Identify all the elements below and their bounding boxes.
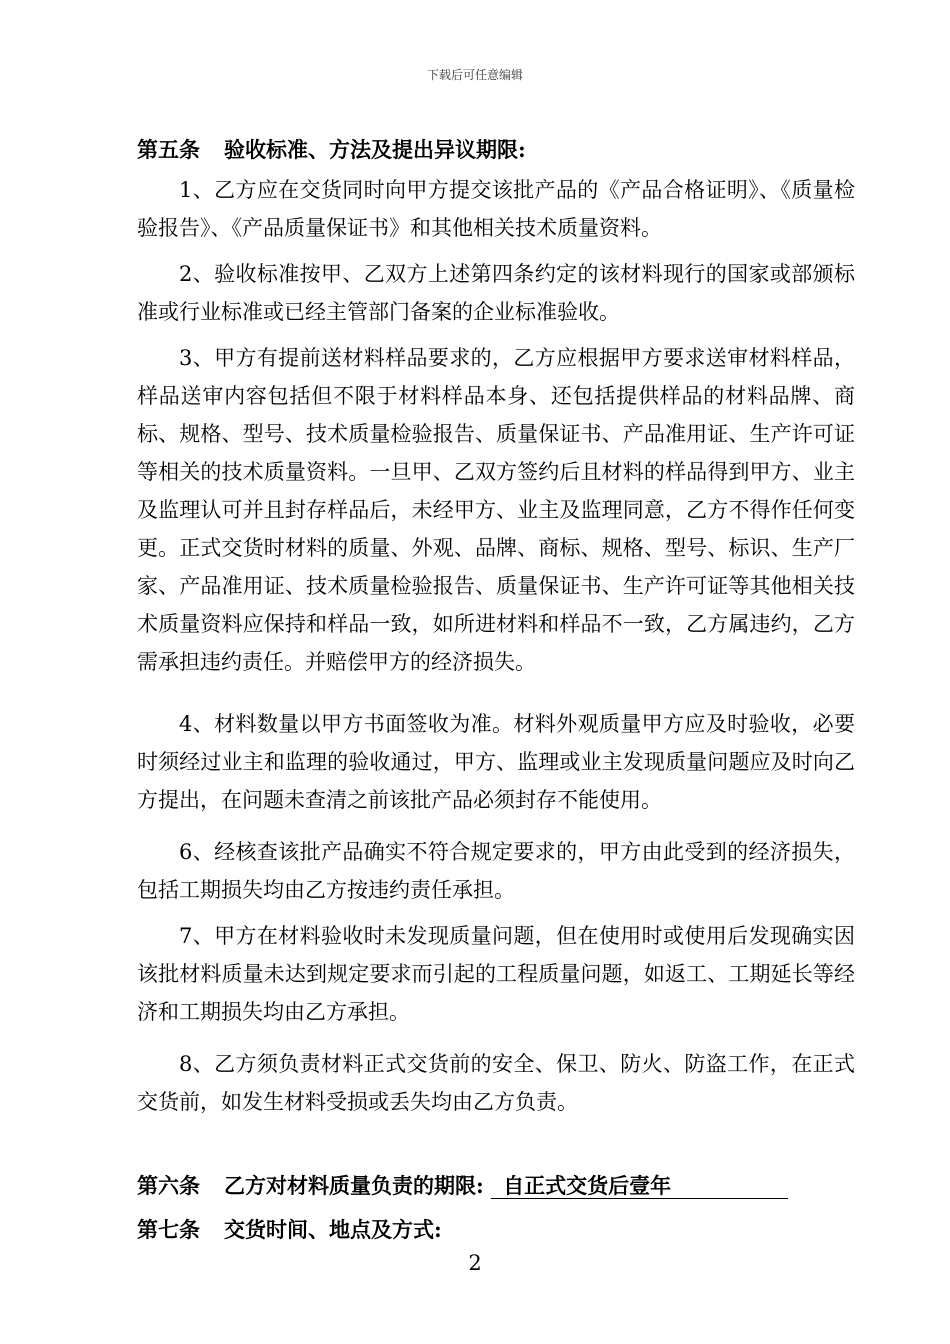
- page-number: 2: [468, 1251, 482, 1275]
- article-5-heading: [137, 134, 526, 164]
- article-5-clause-4: 4、材料数量以甲方书面签收为准。材料外观质量甲方应及时验收，必要时须经过业主和监理的验收通过，甲方、监理或业主发现质量问题应及时向乙方提出，在问题未查清之前该批产品必须封存不能使用。: [137, 712, 855, 812]
- article-5-clause-2: 2、验收标准按甲、乙双方上述第四条约定的该材料现行的国家或部颁标准或行业标准或已经主管部门备案的企业标准验收。: [137, 262, 855, 324]
- article-5-clause-6: 6、经核查该批产品确实不符合规定要求的，甲方由此受到的经济损失，包括工期损失均由乙方按违约责任承担。: [137, 840, 855, 902]
- article-5-clause-1: 1、乙方应在交货同时向甲方提交该批产品的《产品合格证明》、《质量检验报告》、《产品质量保证书》和其他相关技术质量资料。: [137, 178, 855, 240]
- article-5-clause-8: 8、乙方须负责材料正式交货前的安全、保卫、防火、防盗工作，在正式交货前，如发生材料受损或丢失均由乙方负责。: [137, 1052, 855, 1114]
- warranty-period-value: 自正式交货后壹年: [491, 1174, 788, 1199]
- article-5-number: 第五条: [137, 137, 200, 162]
- page-header: 下载后可任意编辑: [426, 68, 523, 82]
- article-7-heading: [137, 1214, 442, 1244]
- article-5-clause-3: 3、甲方有提前送材料样品要求的，乙方应根据甲方要求送审材料样品，样品送审内容包括但不限于材料样品本身、还包括提供样品的材料品牌、商标、规格、型号、技术质量检验报告、质量保证书、产品准用证、生产许可证等相关的技术质量资料。一旦甲、乙双方签约后且材料的样品得到甲方、业主及监理认可并且封存样品后，未经甲方、业主及监理同意，乙方不得作任何变更。正式交货时材料的质量、外观、品牌、商标、规格、型号、标识、生产厂家、产品准用证、技术质量检验报告、质量保证书、生产许可证等其他相关技术质量资料应保持和样品一致，如所进材料和样品不一致，乙方属违约，乙方需承担违约责任。并赔偿甲方的经济损失。: [137, 346, 855, 674]
- article-6-number: 第六条: [137, 1173, 200, 1198]
- article-6-line: [137, 1170, 788, 1200]
- article-5-title: 验收标准、方法及提出异议期限:: [224, 137, 526, 162]
- article-6-label: 乙方对材料质量负责的期限:: [224, 1173, 484, 1198]
- article-5-clause-7: 7、甲方在材料验收时未发现质量问题，但在使用时或使用后发现确实因该批材料质量未达到规定要求而引起的工程质量问题，如返工、工期延长等经济和工期损失均由乙方承担。: [137, 924, 855, 1024]
- article-7-number: 第七条: [137, 1217, 200, 1242]
- article-7-title: 交货时间、地点及方式:: [224, 1217, 442, 1242]
